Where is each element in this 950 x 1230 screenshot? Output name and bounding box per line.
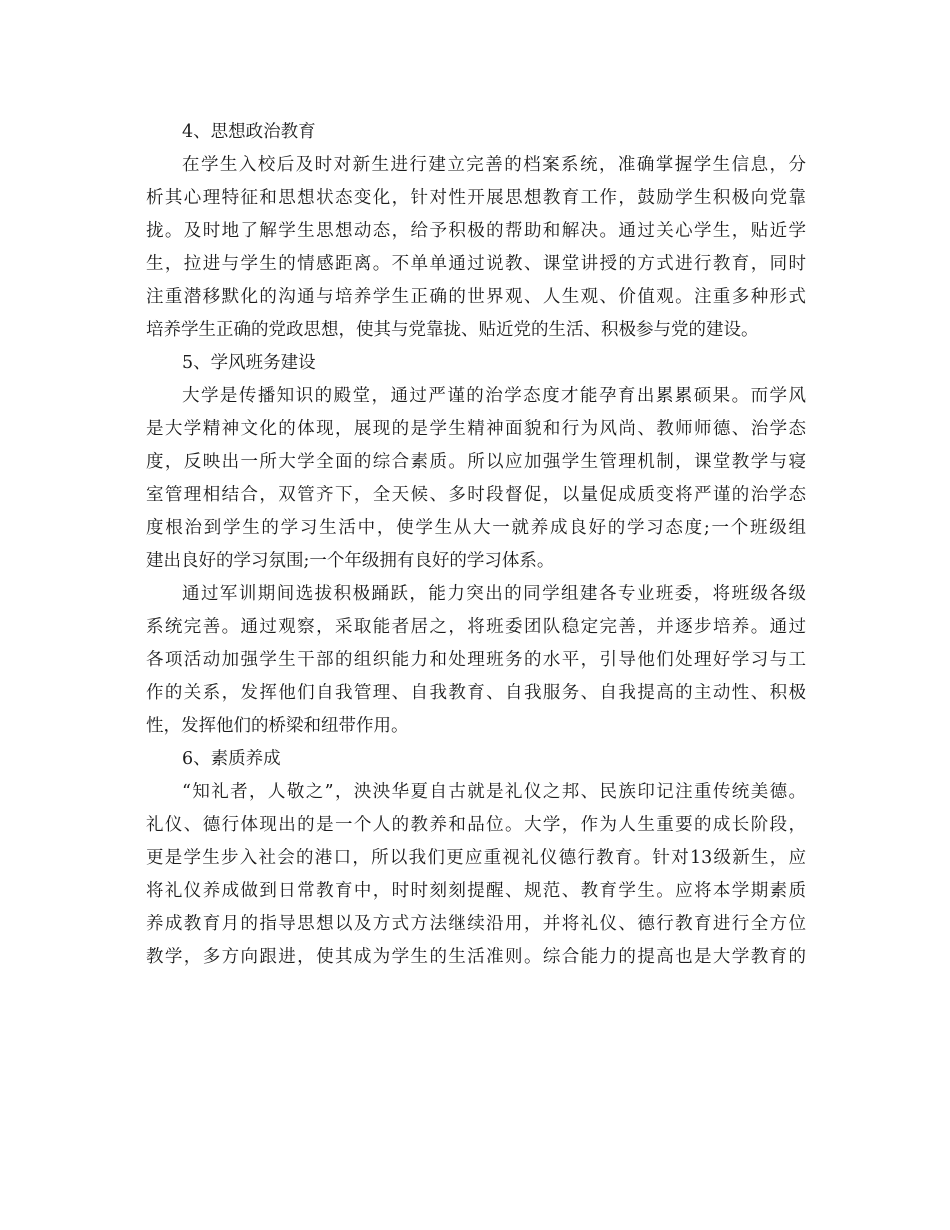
text-line: 析其心理特征和思想状态变化，针对性开展思想教育工作，鼓励学生积极向党靠 xyxy=(146,188,806,208)
text-line: 度，反映出一所大学全面的综合素质。所以应加强学生管理机制，课堂教学与寝 xyxy=(146,452,806,472)
text-line: 培养学生正确的党政思想，使其与党靠拢、贴近党的生活、积极参与党的建设。 xyxy=(146,320,759,340)
text-line: 室管理相结合，双管齐下，全天候、多时段督促，以量促成质变将严谨的治学态 xyxy=(146,485,806,505)
text-line: 教学，多方向跟进，使其成为学生的生活准则。综合能力的提高也是大学教育的 xyxy=(146,947,806,967)
text-line: 拢。及时地了解学生思想动态，给予积极的帮助和解决。通过关心学生，贴近学 xyxy=(146,221,806,241)
text-line: 大学是传播知识的殿堂，通过严谨的治学态度才能孕育出累累硕果。而学风 xyxy=(182,386,806,406)
text-line: 度根治到学生的学习生活中，使学生从大一就养成良好的学习态度;一个班级组 xyxy=(146,518,806,538)
text-line: 5、学风班务建设 xyxy=(182,353,316,373)
text-line: 注重潜移默化的沟通与培养学生正确的世界观、人生观、价值观。注重多种形式 xyxy=(146,287,806,307)
text-line: 养成教育月的指导思想以及方式方法继续沿用，并将礼仪、德行教育进行全方位 xyxy=(146,914,806,934)
text-line: 6、素质养成 xyxy=(182,749,281,769)
text-line: 礼仪、德行体现出的是一个人的教养和品位。大学，作为人生重要的成长阶段， xyxy=(146,815,806,835)
text-line: 生，拉进与学生的情感距离。不单单通过说教、课堂讲授的方式进行教育，同时 xyxy=(146,254,806,274)
text-line: 系统完善。通过观察，采取能者居之，将班委团队稳定完善，并逐步培养。通过 xyxy=(146,617,806,637)
text-line: 作的关系，发挥他们自我管理、自我教育、自我服务、自我提高的主动性、积极 xyxy=(146,683,806,703)
document-page xyxy=(146,116,806,974)
text-line: “知礼者，人敬之”，泱泱华夏自古就是礼仪之邦、民族印记注重传统美德。 xyxy=(182,782,806,802)
text-line: 建出良好的学习氛围;一个年级拥有良好的学习体系。 xyxy=(146,551,555,571)
text-line: 是大学精神文化的体现，展现的是学生精神面貌和行为风尚、教师师德、治学态 xyxy=(146,419,806,439)
text-line: 各项活动加强学生干部的组织能力和处理班务的水平，引导他们处理好学习与工 xyxy=(146,650,806,670)
text-line: 在学生入校后及时对新生进行建立完善的档案系统，准确掌握学生信息，分 xyxy=(182,155,806,175)
text-line: 将礼仪养成做到日常教育中，时时刻刻提醒、规范、教育学生。应将本学期素质 xyxy=(146,881,806,901)
document-body xyxy=(146,116,806,974)
text-line: 4、思想政治教育 xyxy=(182,122,316,142)
text-line: 性，发挥他们的桥梁和纽带作用。 xyxy=(146,716,409,736)
text-line: 更是学生步入社会的港口，所以我们更应重视礼仪德行教育。针对13级新生，应 xyxy=(146,848,806,868)
text-line: 通过军训期间选拔积极踊跃，能力突出的同学组建各专业班委，将班级各级 xyxy=(182,584,806,604)
